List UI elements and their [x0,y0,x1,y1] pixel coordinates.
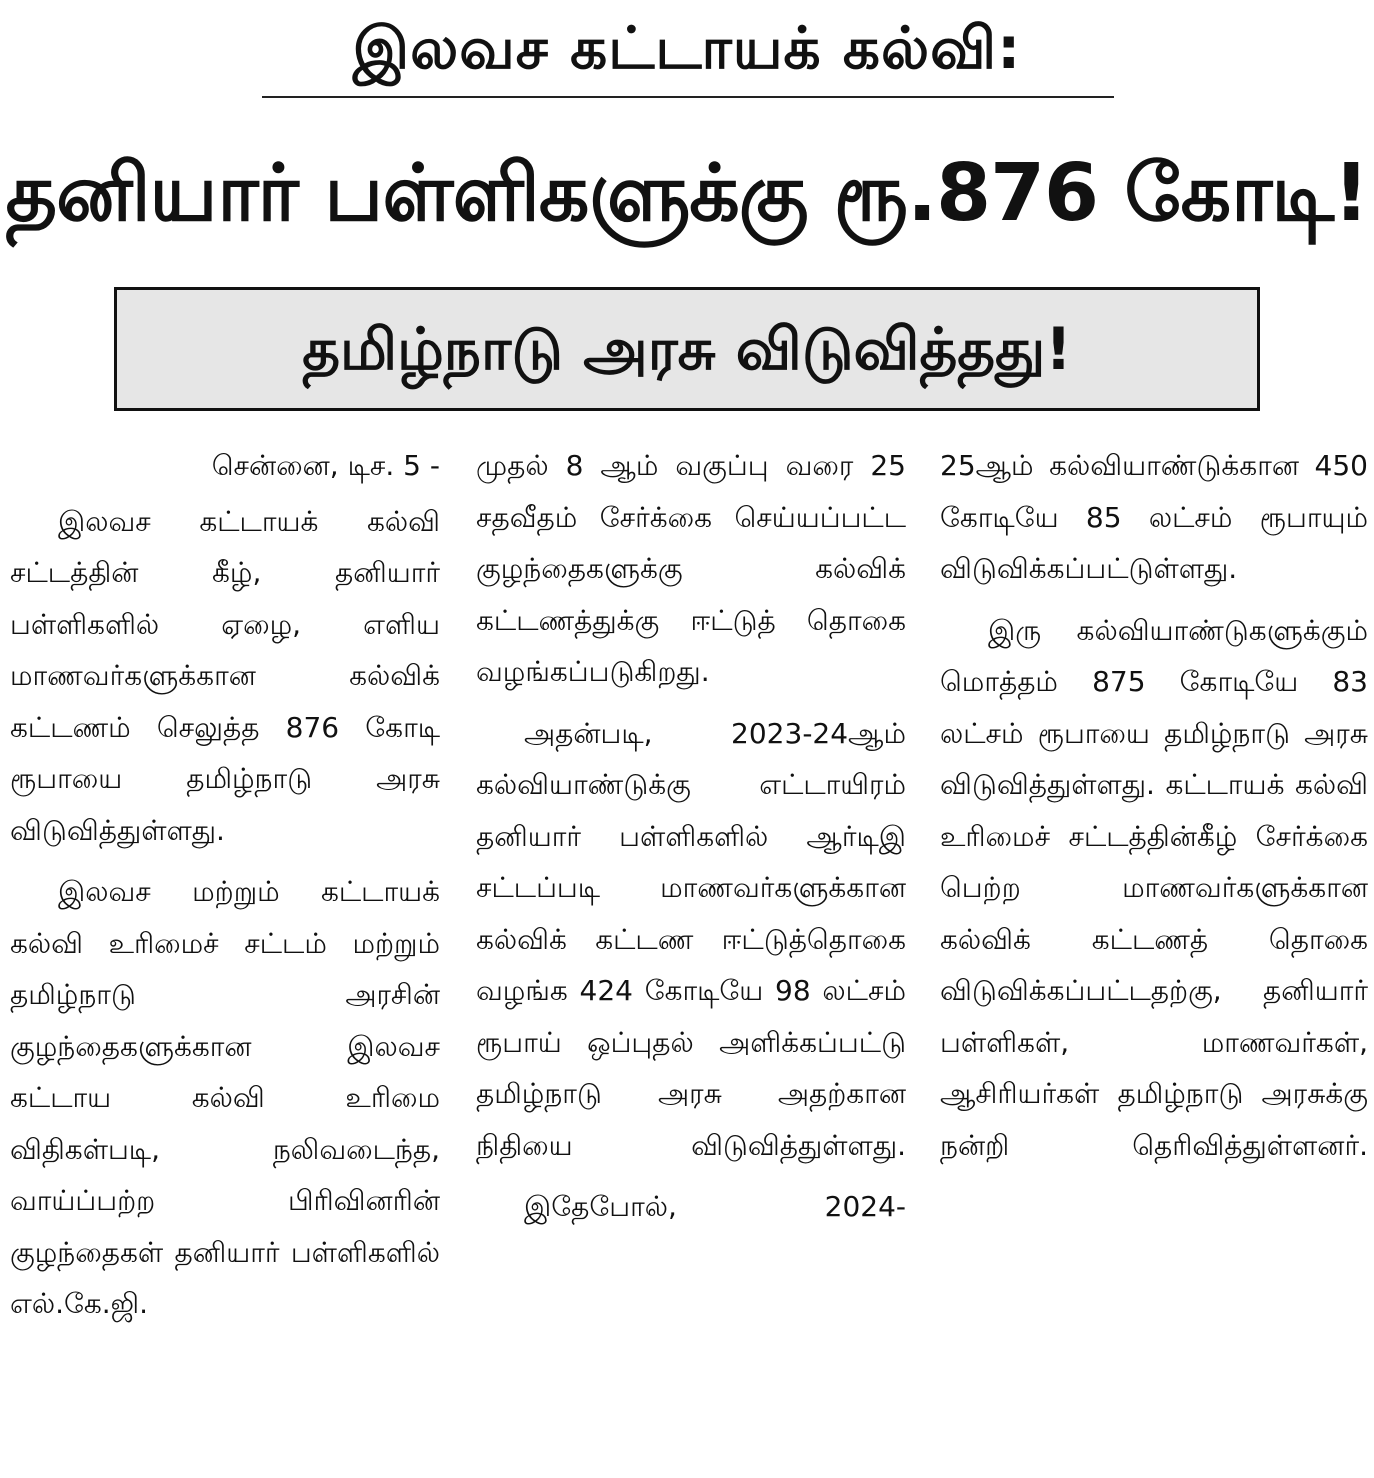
article-subheadline: தமிழ்நாடு அரசு விடுவித்தது! [302,315,1072,383]
article-kicker: இலவச கட்டாயக் கல்வி: [352,14,1022,82]
article-column-3 [940,440,1368,1470]
article-paragraph: இரு கல்வியாண்டுகளுக்கும் மொத்தம் 875 கோடியே 83 லட்சம் ரூபாயை தமிழ்நாடு அரசு விடுவித்துள்ளது. கட்டாயக் கல்வி உரிமைச் சட்டத்தின்கீழ் சேர்க்கை பெற்ற மாணவர்களுக்கான கல்விக் கட்டணத் தொகை விடுவிக்கப்பட்டதற்கு, தனியார் பள்ளிகள், மாணவர்கள், ஆசிரியர்கள் தமிழ்நாடு அரசுக்கு நன்றி தெரிவித்துள்ளனர். [940,613,1368,1162]
article-paragraph: இலவச மற்றும் கட்டாயக் கல்வி உரிமைச் சட்டம் மற்றும் தமிழ்நாடு அரசின் குழந்தைகளுக்கான இலவச கட்டாய கல்வி உரிமை விதிகள்படி, நலிவடைந்த, வாய்ப்பற்ற பிரிவினரின் குழந்தைகள் தனியார் பள்ளிகளில் எல்.கே.ஜி. [10,875,440,1320]
kicker-divider [262,96,1114,98]
article-paragraph: 25ஆம் கல்வியாண்டுக்கான 450 கோடியே 85 லட்சம் ரூபாயும் விடுவிக்கப்பட்டுள்ளது. [940,449,1368,585]
subheadline-box [114,287,1260,411]
article-column-2 [476,440,906,1470]
article-paragraph: முதல் 8 ஆம் வகுப்பு வரை 25 சதவீதம் சேர்க்கை செய்யப்பட்ட குழந்தைகளுக்கு கல்விக் கட்டணத்துக்கு ஈட்டுத் தொகை வழங்கப்படுகிறது. [476,449,906,688]
article-paragraph: இலவச கட்டாயக் கல்வி சட்டத்தின் கீழ், தனியார் பள்ளிகளில் ஏழை, எளிய மாணவர்களுக்கான கல்விக் கட்டணம் செலுத்த 876 கோடி ரூபாயை தமிழ்நாடு அரசு விடுவித்துள்ளது. [10,504,440,847]
article-headline: தனியார் பள்ளிகளுக்கு ரூ.876 கோடி! [5,147,1369,239]
article-paragraph: அதன்படி, 2023-24ஆம் கல்வியாண்டுக்கு எட்டாயிரம் தனியார் பள்ளிகளில் ஆர்டிஇ சட்டப்படி மாணவர்களுக்கான கல்விக் கட்டண ஈட்டுத்தொகை வழங்க 424 கோடியே 98 லட்சம் ரூபாய் ஒப்புதல் அளிக்கப்பட்டு தமிழ்நாடு அரசு அதற்கான நிதியை விடுவித்துள்ளது. [476,716,906,1162]
article-column-1 [10,440,440,1470]
article-dateline: சென்னை, டிச. 5 - [211,449,440,482]
article-paragraph: இதேபோல், 2024- [524,1190,906,1223]
